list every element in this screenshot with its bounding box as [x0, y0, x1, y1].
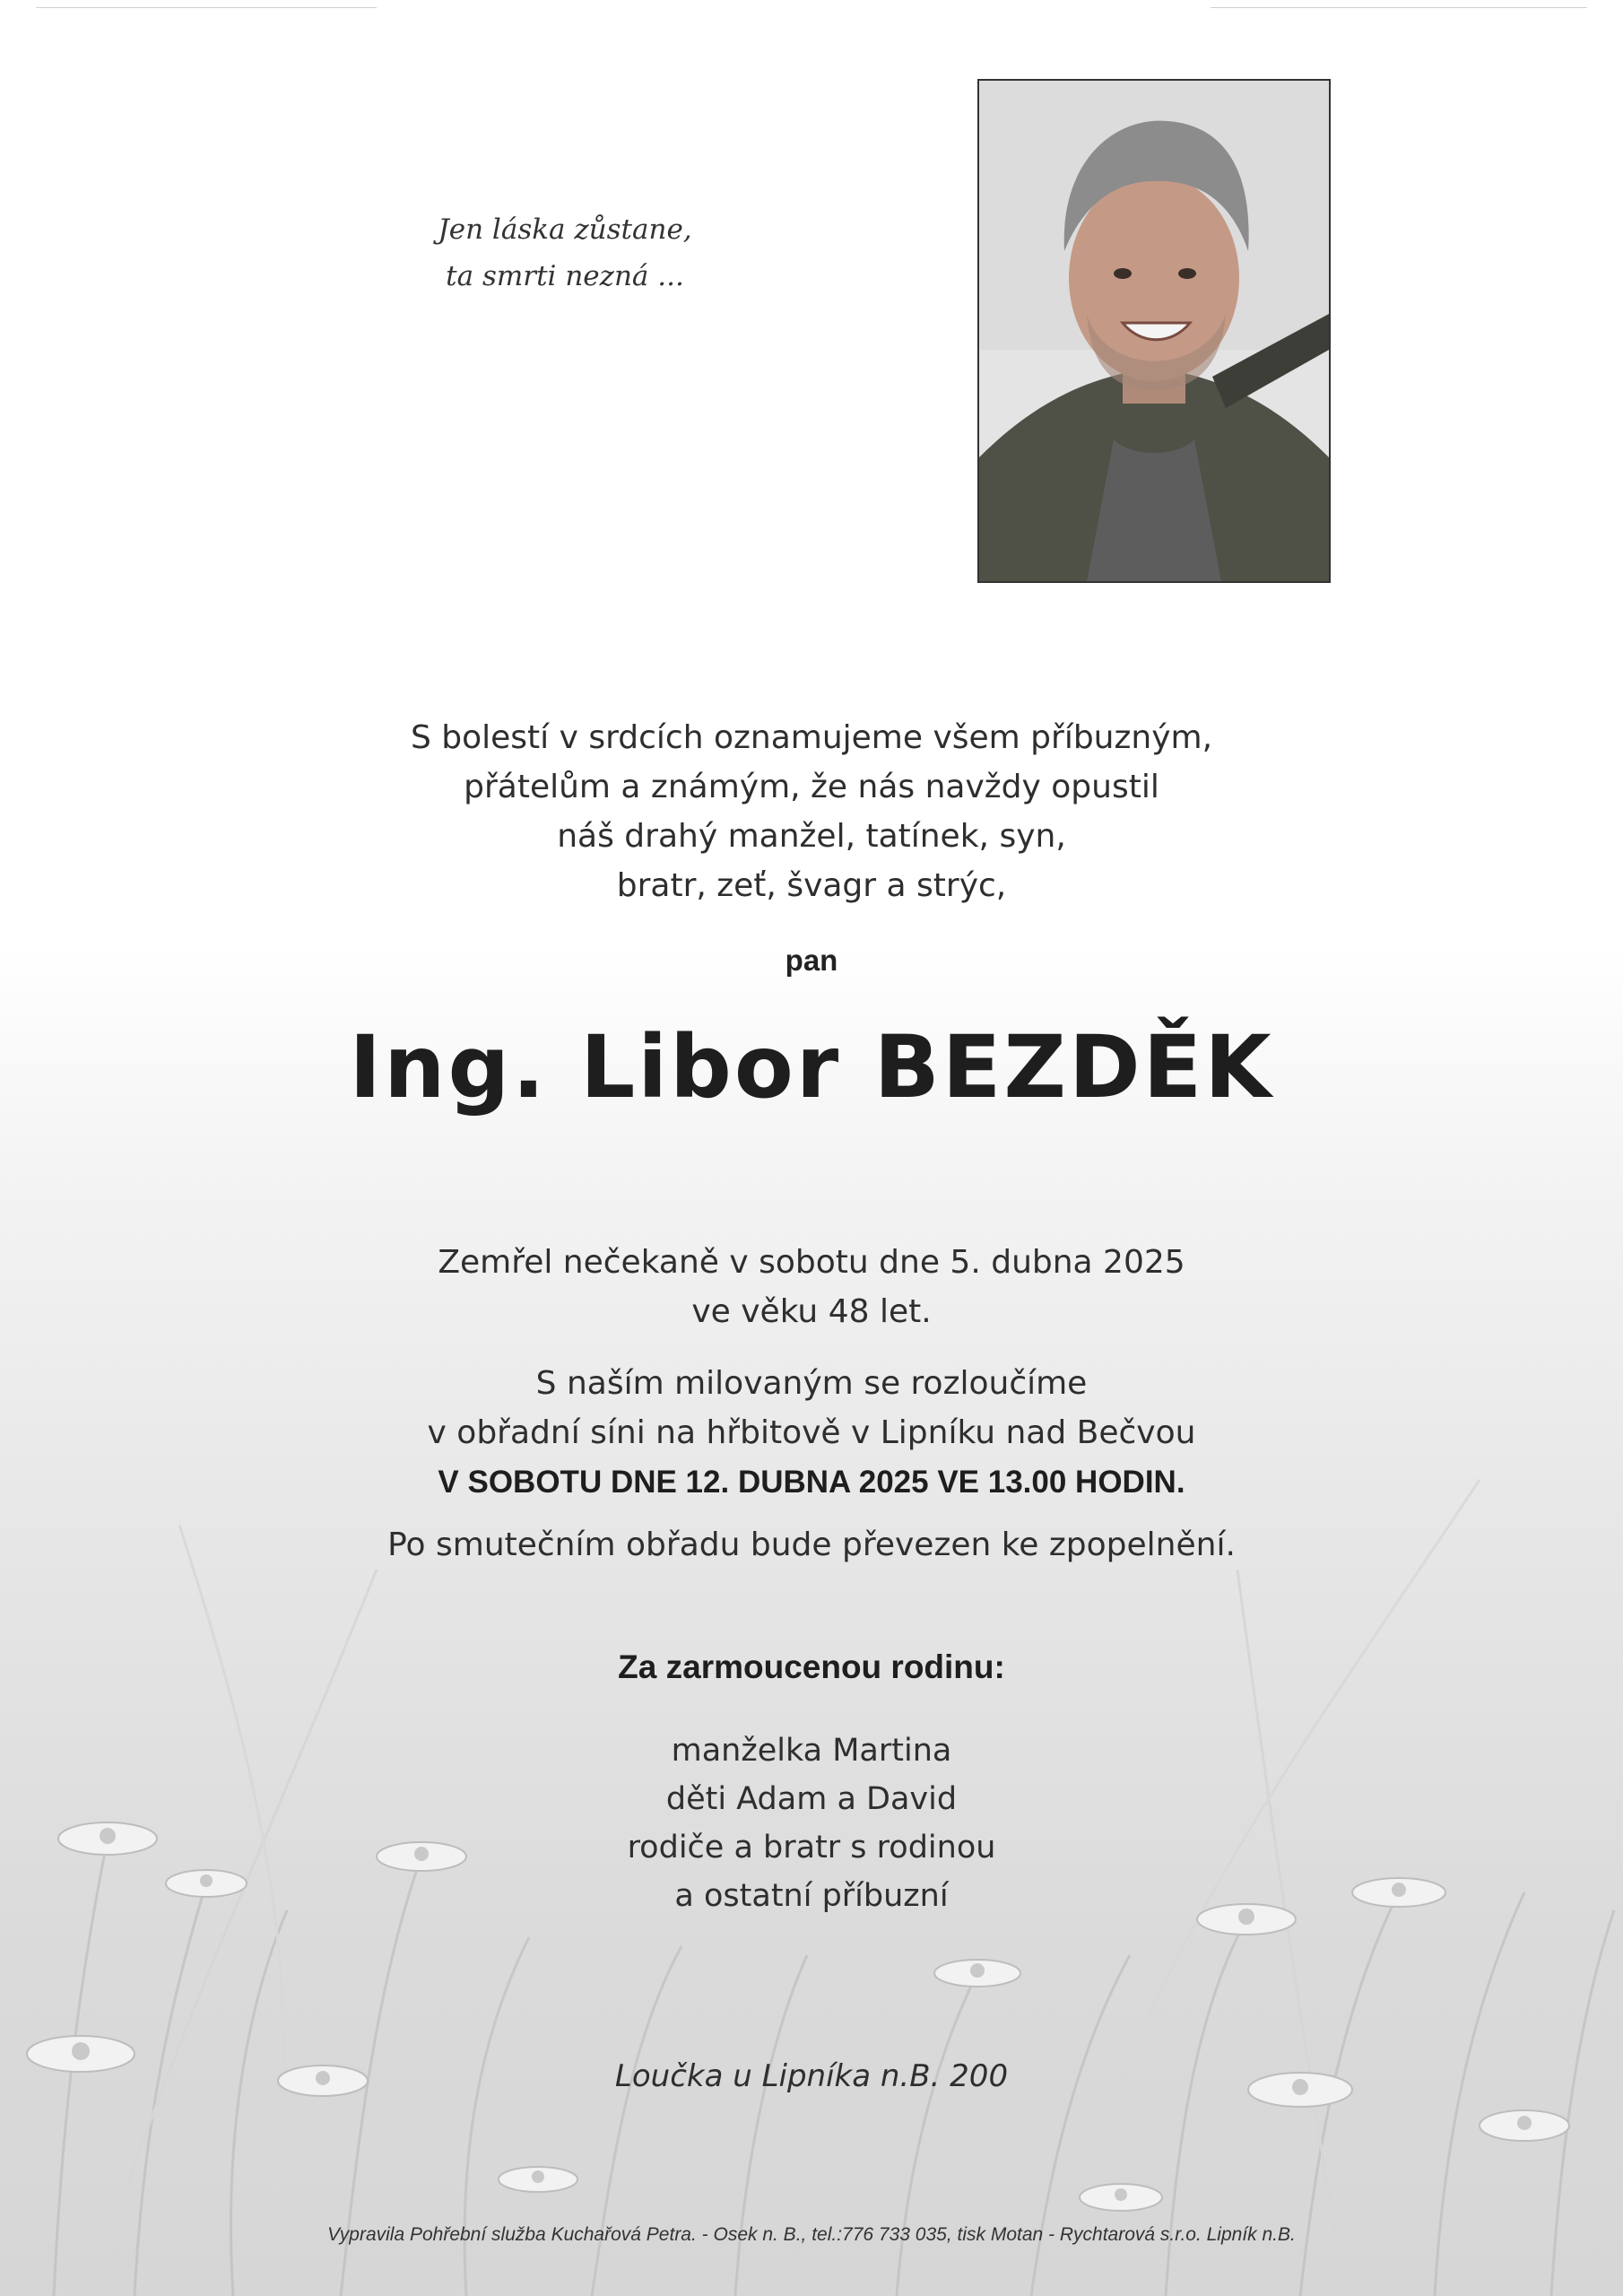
farewell-line: S naším milovaným se rozloučíme [535, 1365, 1088, 1402]
farewell-info [0, 1359, 1623, 1507]
death-info [0, 1238, 1623, 1336]
family-member: a ostatní příbuzní [674, 1878, 949, 1914]
family-member: děti Adam a David [665, 1781, 958, 1817]
ceremony-note: Po smutečním obřadu bude převezen ke zpopelnění. [387, 1526, 1236, 1563]
death-info-line: Zemřel nečekaně v sobotu dne 5. dubna 2025 [438, 1244, 1185, 1281]
salutation: pan [785, 944, 838, 977]
announcement-text [0, 713, 1623, 910]
motto-line: Jen láska zůstane, [438, 213, 692, 246]
family-heading: Za zarmoucenou rodinu: [618, 1648, 1005, 1685]
address: Loučka u Lipníka n.B. 200 [614, 2058, 1009, 2094]
death-info-line: ve věku 48 let. [691, 1293, 932, 1330]
farewell-line: v obřadní síni na hřbitově v Lipníku nad Bečvou [427, 1414, 1196, 1451]
farewell-datetime: V SOBOTU DNE 12. DUBNA 2025 VE 13.00 HODIN. [438, 1465, 1185, 1500]
announcement-line: S bolestí v srdcích oznamujeme všem příbuzným, [410, 719, 1213, 756]
announcement-line: náš drahý manžel, tatínek, syn, [557, 818, 1066, 855]
top-rule-left [36, 7, 377, 8]
motto-line: ta smrti nezná ... [446, 260, 684, 292]
portrait-photo [977, 79, 1331, 583]
motto [386, 206, 744, 300]
announcement-line: přátelům a známým, že nás navždy opustil [464, 769, 1159, 805]
announcement-line: bratr, zeť, švagr a strýc, [616, 867, 1007, 904]
family-member: manželka Martina [671, 1733, 952, 1769]
portrait-illustration [979, 81, 1329, 581]
family-member: rodiče a bratr s rodinou [627, 1830, 996, 1866]
family-list [0, 1726, 1623, 1920]
top-rule-right [1211, 7, 1587, 8]
deceased-name: Ing. Libor BEZDĚK [349, 1017, 1274, 1118]
footer-credit: Vypravila Pohřební služba Kuchařová Petra. - Osek n. B., tel.:776 733 035, tisk Motan - Rychtarová s.r.o. Lipník n.B. [327, 2224, 1296, 2245]
